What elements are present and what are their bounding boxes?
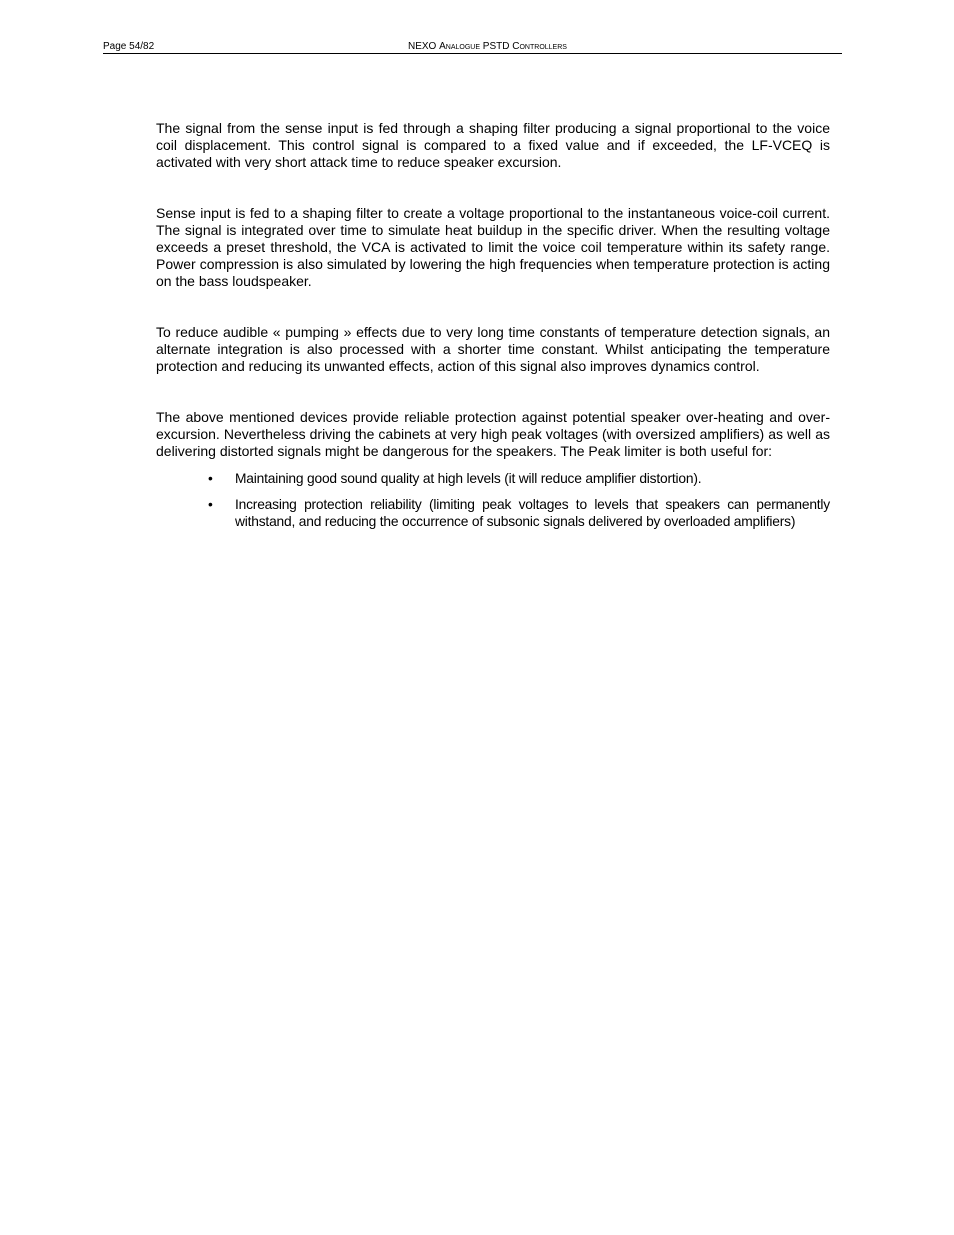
list-item-text: Maintaining good sound quality at high levels (it will reduce amplifier distortion). [235, 471, 702, 486]
list-item-text: Increasing protection reliability (limiting peak voltages to levels that speakers can permanently withstand, and reducing the occurrence of subsonic signals delivered by overloaded amplifiers) [235, 497, 830, 529]
page-number: Page 54/82 [103, 41, 155, 52]
paragraph-thermal-protection: Sense input is fed to a shaping filter to create a voltage proportional to the instantaneous voice-coil current. The signal is integrated over time to simulate heat buildup in the specific driver. When the resulting voltage exceeds a preset threshold, the VCA is activated to limit the voice coil temperature within its safety range. Power compression is also simulated by lowering the high frequencies when temperature protection is acting on the bass loudspeaker. [156, 205, 830, 289]
title-nexo: NEXO [408, 41, 440, 52]
list-item [156, 470, 830, 487]
bullet-icon: • [208, 471, 213, 486]
paragraph-peak-limiter: The above mentioned devices provide reliable protection against potential speaker over-heating and over-excursion. Nevertheless driving the cabinets at very high peak voltages (with oversized amplifiers) as well as delivering distorted signals might be dangerous for the speakers. The Peak limiter is both useful for: [156, 409, 830, 459]
title-analogue: Analogue [439, 41, 481, 52]
paragraph-pumping-reduction: To reduce audible « pumping » effects due to very long time constants of temperature detection signals, an alternate integration is also processed with a shorter time constant. Whilst anticipating the temperature protection and reducing its unwanted effects, action of this signal also improves dynamics control. [156, 324, 830, 374]
document-title [408, 41, 567, 53]
title-controllers: Controllers [512, 41, 567, 52]
title-pstd: PSTD [480, 41, 513, 52]
bullet-icon: • [208, 497, 213, 512]
list-item [156, 496, 830, 530]
body-content [156, 120, 830, 530]
paragraph-excursion-protection: The signal from the sense input is fed through a shaping filter producing a signal proportional to the voice coil displacement. This control signal is compared to a fixed value and if exceeded, the LF-VCEQ is activated with very short attack time to reduce speaker excursion. [156, 120, 830, 170]
peak-limiter-uses-list [156, 470, 830, 530]
page-header [103, 41, 842, 54]
